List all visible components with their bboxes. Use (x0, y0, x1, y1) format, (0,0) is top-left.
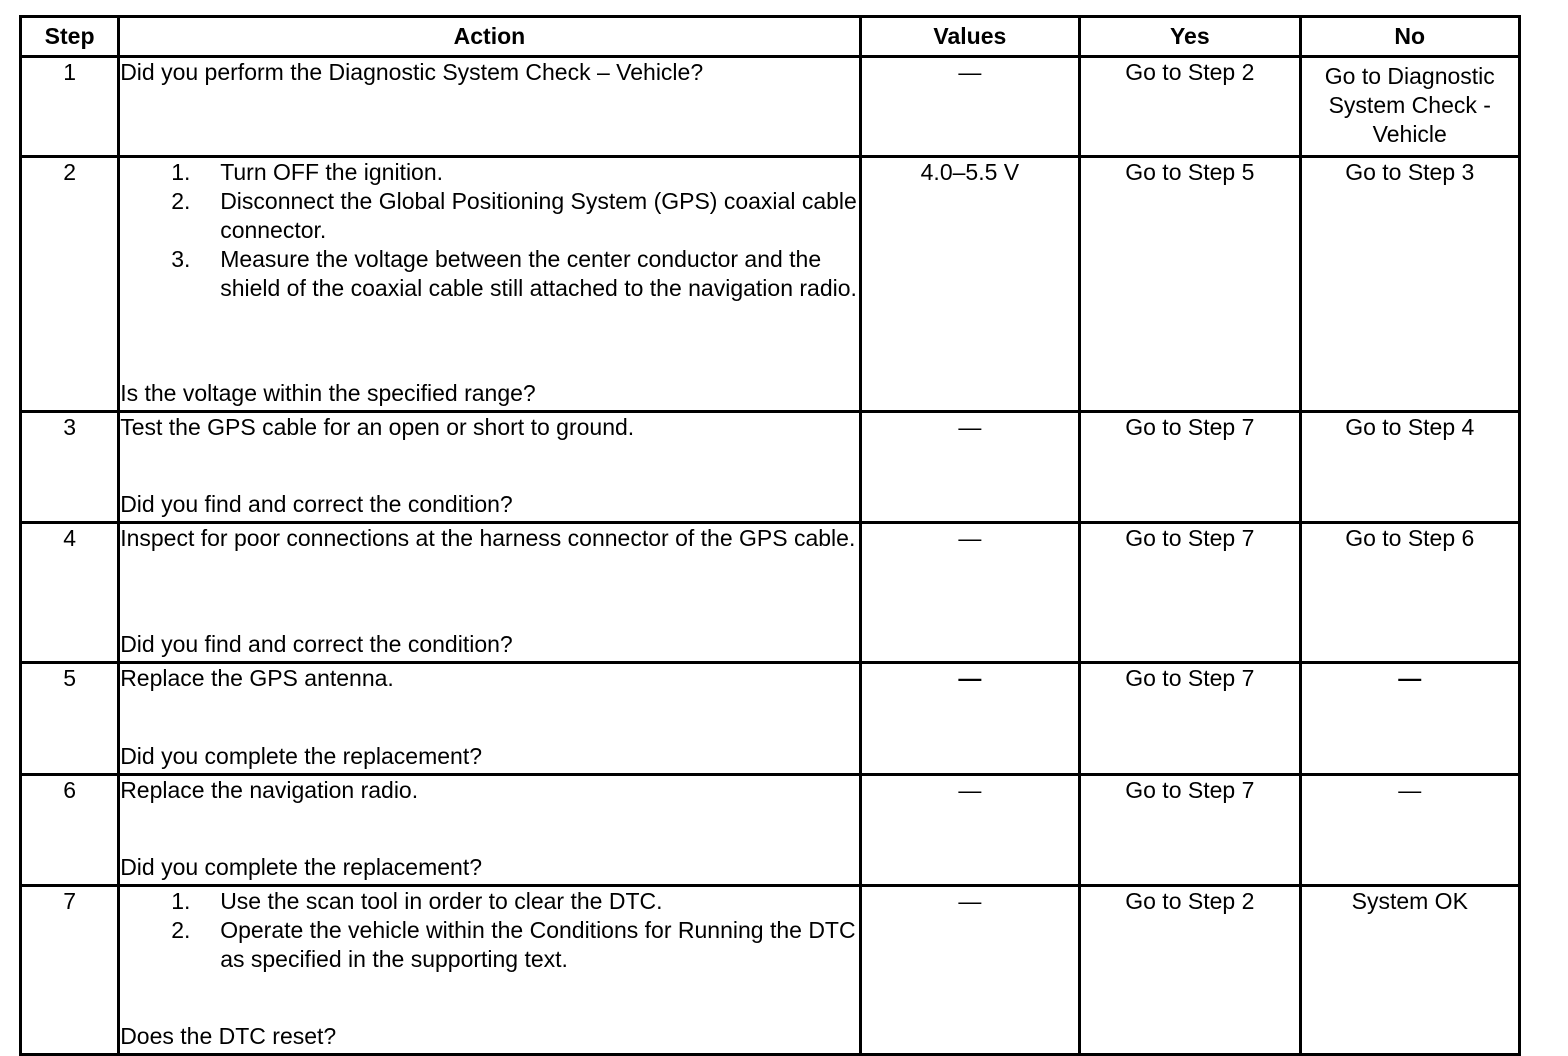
no-cell: Go to Step 4 (1300, 412, 1519, 523)
action-question: Does the DTC reset? (120, 1023, 337, 1049)
action-cell (119, 663, 860, 775)
no-cell: — (1300, 775, 1519, 886)
values-cell: — (860, 886, 1079, 1055)
action-cell (119, 886, 860, 1055)
header-yes: Yes (1080, 17, 1300, 57)
dash: — (1398, 665, 1422, 691)
action-list (120, 158, 858, 303)
table-row (21, 775, 1520, 886)
yes-cell: Go to Step 7 (1080, 775, 1300, 886)
no-cell: System OK (1300, 886, 1519, 1055)
step-number: 4 (21, 523, 119, 663)
action-question: Did you find and correct the condition? (120, 491, 513, 517)
values-cell: — (860, 412, 1079, 523)
no-cell: Go to Step 3 (1300, 157, 1519, 412)
table-row (21, 523, 1520, 663)
action-cell (119, 775, 860, 886)
action-cell (119, 57, 860, 157)
list-item: 2. Operate the vehicle within the Conditions for Running the DTC as specified in the supporting text. (171, 917, 856, 972)
action-question: Is the voltage within the specified range? (120, 380, 536, 406)
table-header-row (21, 17, 1520, 57)
no-cell: Go to Diagnostic System Check - Vehicle (1300, 57, 1519, 157)
table-row (21, 57, 1520, 157)
action-cell (119, 412, 860, 523)
action-list (120, 887, 858, 974)
action-text: Replace the GPS antenna. (120, 665, 394, 691)
values-cell (860, 663, 1079, 775)
yes-cell: Go to Step 7 (1080, 412, 1300, 523)
table-row (21, 412, 1520, 523)
values-cell: — (860, 775, 1079, 886)
list-item: 1. Turn OFF the ignition. (171, 159, 444, 185)
values-cell: — (860, 57, 1079, 157)
no-cell: Go to Step 6 (1300, 523, 1519, 663)
values-cell: — (860, 523, 1079, 663)
list-item: 2. Disconnect the Global Positioning System (GPS) coaxial cable connector. (171, 188, 857, 243)
values-cell: 4.0–5.5 V (860, 157, 1079, 412)
step-number: 7 (21, 886, 119, 1055)
dash: — (958, 665, 982, 691)
yes-cell: Go to Step 7 (1080, 663, 1300, 775)
action-text: Did you perform the Diagnostic System Check – Vehicle? (120, 59, 704, 85)
table-row (21, 157, 1520, 412)
yes-cell: Go to Step 5 (1080, 157, 1300, 412)
header-no: No (1300, 17, 1519, 57)
step-number: 2 (21, 157, 119, 412)
action-question: Did you complete the replacement? (120, 743, 482, 769)
diagnostic-table (19, 15, 1521, 1056)
step-number: 3 (21, 412, 119, 523)
action-cell (119, 523, 860, 663)
yes-cell: Go to Step 2 (1080, 57, 1300, 157)
step-number: 1 (21, 57, 119, 157)
action-question: Did you complete the replacement? (120, 854, 482, 880)
yes-cell: Go to Step 2 (1080, 886, 1300, 1055)
list-item: 3. Measure the voltage between the center conductor and the shield of the coaxial cable still attached to the navigation radio. (171, 246, 857, 301)
table-row (21, 886, 1520, 1055)
header-step: Step (21, 17, 119, 57)
action-question: Did you find and correct the condition? (120, 631, 513, 657)
action-text: Replace the navigation radio. (120, 777, 419, 803)
list-item: 1. Use the scan tool in order to clear the DTC. (171, 888, 663, 914)
yes-cell: Go to Step 7 (1080, 523, 1300, 663)
action-text: Test the GPS cable for an open or short to ground. (120, 414, 635, 440)
step-number: 5 (21, 663, 119, 775)
table-row (21, 663, 1520, 775)
header-values: Values (860, 17, 1079, 57)
header-action: Action (119, 17, 860, 57)
no-cell (1300, 663, 1519, 775)
action-text: Inspect for poor connections at the harness connector of the GPS cable. (120, 525, 856, 551)
action-cell (119, 157, 860, 412)
step-number: 6 (21, 775, 119, 886)
